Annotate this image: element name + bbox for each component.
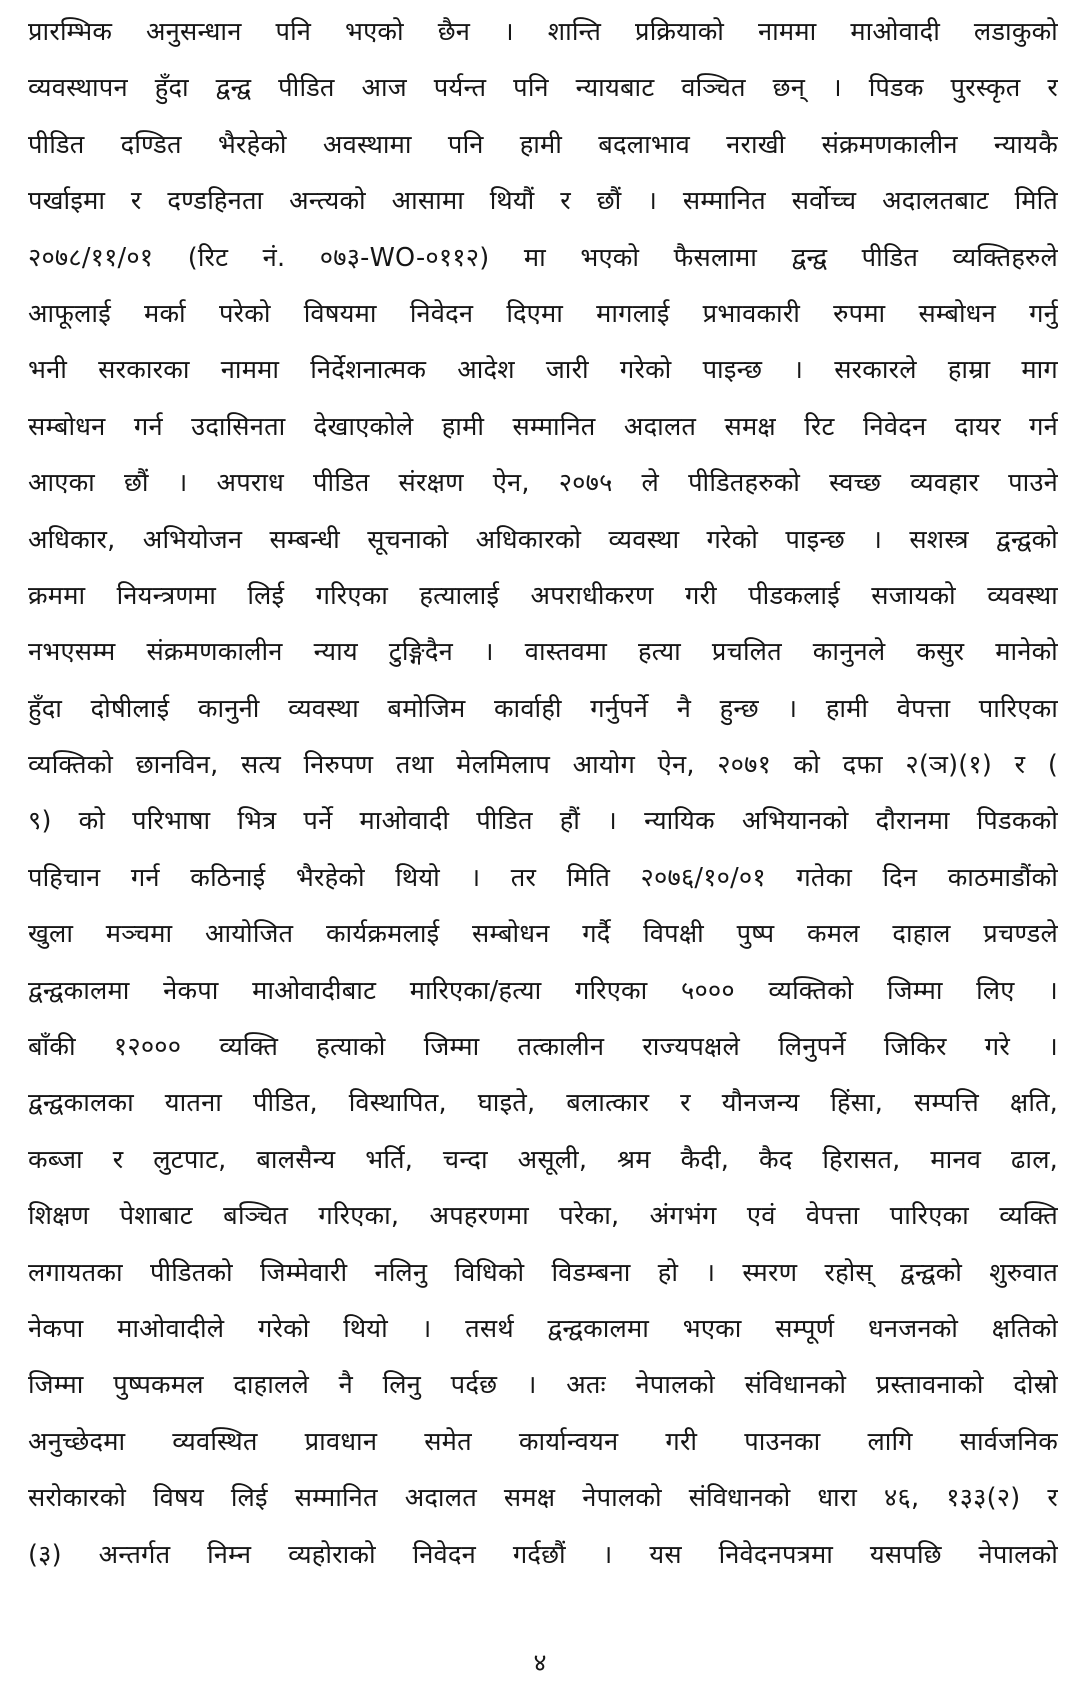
text-line: खुला मञ्चमा आयोजित कार्यक्रमलाई सम्बोधन गर्दै विपक्षी पुष्प कमल दाहाल प्रचण्डले — [28, 919, 1058, 950]
text-line: कब्जा र लुटपाट, बालसैन्य भर्ति, चन्दा असूली, श्रम कैदी, कैद हिरासत, मानव ढाल, — [28, 1144, 1058, 1175]
text-line: पर्खाइमा र दण्डहिनता अन्त्यको आसामा थियौं र छौं । सम्मानित सर्वोच्च अदालतबाट मिति — [28, 186, 1058, 217]
text-line: (३) अन्तर्गत निम्न व्यहोराको निवेदन गर्दछौं । यस निवेदनपत्रमा यसपछि नेपालको — [28, 1539, 1058, 1570]
text-line: नेकपा माओवादीले गरेको थियो । तसर्थ द्वन्द्वकालमा भएका सम्पूर्ण धनजनको क्षतिको — [28, 1313, 1058, 1344]
text-line: अधिकार, अभियोजन सम्बन्धी सूचनाको अधिकारको व्यवस्था गरेको पाइन्छ । सशस्त्र द्वन्द्वको — [28, 524, 1058, 555]
text-line: सरोकारको विषय लिई सम्मानित अदालत समक्ष नेपालको संविधानको धारा ४६, १३३(२) र — [28, 1483, 1058, 1514]
text-line: द्वन्द्वकालमा नेकपा माओवादीबाट मारिएका/हत्या गरिएका ५००० व्यक्तिको जिम्मा लिए । — [28, 975, 1058, 1006]
text-line: शिक्षण पेशाबाट बञ्चित गरिएका, अपहरणमा परेका, अंगभंग एवं वेपत्ता पारिएका व्यक्ति — [28, 1201, 1058, 1232]
text-line: आफूलाई मर्का परेको विषयमा निवेदन दिएमा मागलाई प्रभावकारी रुपमा सम्बोधन गर्नु — [28, 298, 1058, 329]
text-line: द्वन्द्वकालका यातना पीडित, विस्थापित, घाइते, बलात्कार र यौनजन्य हिंसा, सम्पत्ति क्षति, — [28, 1088, 1058, 1119]
text-line: नभएसम्म संक्रमणकालीन न्याय टुङ्गिदैन । वास्तवमा हत्या प्रचलित कानुनले कसुर मानेको — [28, 637, 1058, 668]
text-line: जिम्मा पुष्पकमल दाहालले नै लिनु पर्दछ । अतः नेपालको संविधानको प्रस्तावनाको दोस्रो — [28, 1370, 1058, 1401]
text-line: अनुच्छेदमा व्यवस्थित प्रावधान समेत कार्यान्वयन गरी पाउनका लागि सार्वजनिक — [28, 1426, 1058, 1457]
text-line: सम्बोधन गर्न उदासिनता देखाएकोले हामी सम्मानित अदालत समक्ष रिट निवेदन दायर गर्न — [28, 411, 1058, 442]
text-line: भनी सरकारका नाममा निर्देशनात्मक आदेश जारी गरेको पाइन्छ । सरकारले हाम्रा माग — [28, 355, 1058, 386]
text-line: पीडित दण्डित भैरहेको अवस्थामा पनि हामी बदलाभाव नराखी संक्रमणकालीन न्यायकै — [28, 129, 1058, 160]
text-line: ९) को परिभाषा भित्र पर्ने माओवादी पीडित हौं । न्यायिक अभियानको दौरानमा पिडकको — [28, 806, 1058, 837]
text-line: हुँदा दोषीलाई कानुनी व्यवस्था बमोजिम कार्वाही गर्नुपर्ने नै हुन्छ । हामी वेपत्ता पारिएका — [28, 693, 1058, 724]
page-number: ४ — [533, 1648, 547, 1677]
text-line: पहिचान गर्न कठिनाई भैरहेको थियो । तर मिति २०७६/१०/०१ गतेका दिन काठमाडौंको — [28, 862, 1058, 893]
text-line: व्यवस्थापन हुँदा द्वन्द्व पीडित आज पर्यन्त पनि न्यायबाट वञ्चित छन् । पिडक पुरस्कृत र — [28, 73, 1058, 104]
text-line: प्रारम्भिक अनुसन्धान पनि भएको छैन । शान्ति प्रक्रियाको नाममा माओवादी लडाकुको — [28, 17, 1058, 47]
text-line: आएका छौं । अपराध पीडित संरक्षण ऐन, २०७५ ले पीडितहरुको स्वच्छ व्यवहार पाउने — [28, 468, 1058, 499]
text-line: २०७८/११/०१ (रिट नं. ०७३-WO-०११२) मा भएको फैसलामा द्वन्द्व पीडित व्यक्तिहरुले — [28, 242, 1058, 273]
body-paragraph — [28, 4, 1058, 1583]
text-line: क्रममा नियन्त्रणमा लिई गरिएका हत्यालाई अपराधीकरण गरी पीडकलाई सजायको व्यवस्था — [28, 580, 1058, 611]
text-line: व्यक्तिको छानविन, सत्य निरुपण तथा मेलमिलाप आयोग ऐन, २०७१ को दफा २(ञ)(१) र ( — [28, 750, 1058, 781]
text-line: लगायतका पीडितको जिम्मेवारी नलिनु विधिको विडम्बना हो । स्मरण रहोस् द्वन्द्वको शुरुवात — [28, 1257, 1058, 1288]
text-line: बाँकी १२००० व्यक्ति हत्याको जिम्मा तत्कालीन राज्यपक्षले लिनुपर्ने जिकिर गरे । — [28, 1032, 1058, 1063]
